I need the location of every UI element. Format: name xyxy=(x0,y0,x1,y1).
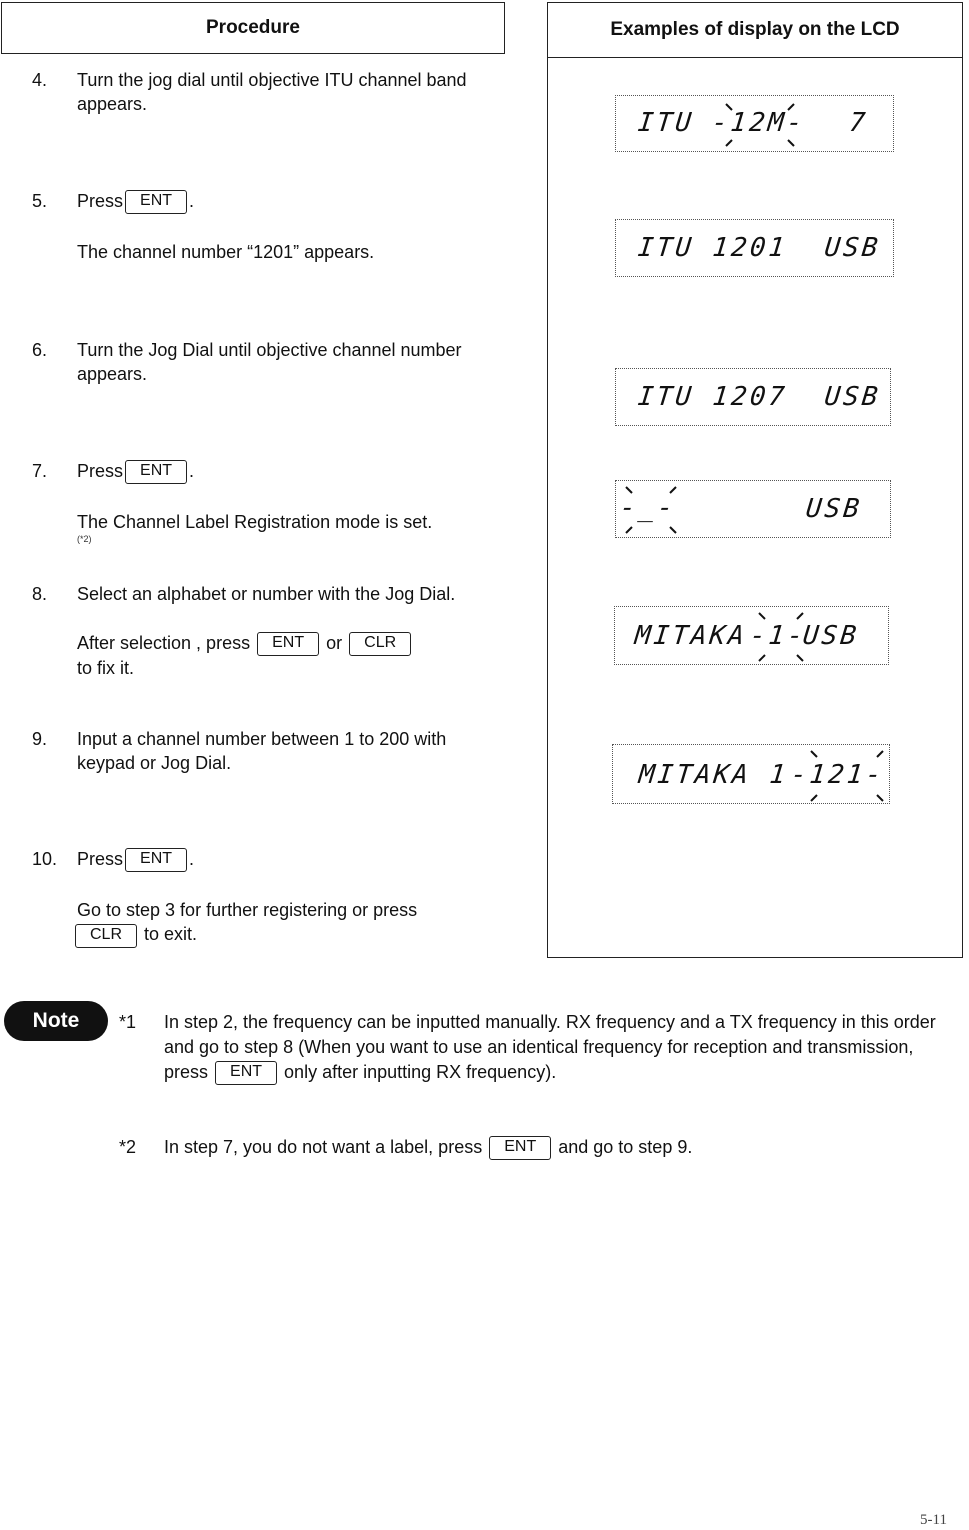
or-text: or xyxy=(326,633,343,653)
lcd-text: USB xyxy=(801,621,861,651)
period: . xyxy=(189,191,195,211)
lcd-display-5 xyxy=(614,606,889,665)
step-result-text: The channel number “1201” appears. xyxy=(77,242,375,263)
after-text: After selection , press xyxy=(77,633,251,653)
ent-key: ENT xyxy=(257,632,319,656)
step-body xyxy=(77,189,507,264)
lcd-text: USB xyxy=(804,494,864,524)
blink-marks-icon xyxy=(622,485,682,535)
footnote-mark: *1 xyxy=(119,1012,137,1032)
lcd-display-6 xyxy=(612,744,890,804)
step-text: Turn the Jog Dial until objective channel number appears. xyxy=(77,340,462,384)
step-text: Select an alphabet or number with the Jog Dial. xyxy=(77,584,456,604)
ent-key: ENT xyxy=(489,1136,551,1160)
lcd-text: 7 xyxy=(810,108,870,138)
footnote-body xyxy=(164,1135,944,1160)
footnote-ref: (*2) xyxy=(77,534,92,545)
lcd-text: ITU xyxy=(636,108,715,138)
period: . xyxy=(189,461,195,481)
lcd-display-1 xyxy=(615,95,894,152)
footnote-text: In step 2, the frequency can be inputted manually. RX frequency and a TX frequency in this order and go to step 8 (When you want to use an identical frequency for reception and transmission, press xyxy=(164,1012,936,1082)
lcd-text: MITAKA 1 xyxy=(637,760,809,790)
procedure-header xyxy=(1,2,505,54)
ent-key: ENT xyxy=(125,460,187,484)
ent-key: ENT xyxy=(125,848,187,872)
footnote-tail: only after inputting RX frequency). xyxy=(284,1062,557,1082)
ent-key: ENT xyxy=(215,1061,277,1085)
blink-marks-icon xyxy=(716,102,806,148)
step-body xyxy=(77,459,507,544)
note-label: Note xyxy=(32,1009,80,1032)
page-number: 5-11 xyxy=(920,1512,947,1528)
step-result-text: The Channel Label Registration mode is set. xyxy=(77,512,433,533)
step-number: 9. xyxy=(32,729,48,749)
lcd-blink-text: -12M- xyxy=(710,108,807,138)
step-number: 4. xyxy=(32,70,48,90)
lcd-header xyxy=(548,3,962,58)
clr-key: CLR xyxy=(349,632,411,656)
lcd-blink-text: -1- xyxy=(748,621,808,651)
lcd-display-2 xyxy=(615,219,894,277)
press-label: Press xyxy=(77,191,124,211)
step-number: 8. xyxy=(32,584,48,604)
footnote-body xyxy=(164,1010,944,1085)
press-label: Press xyxy=(77,849,124,869)
lcd-blink-text: -_- xyxy=(618,493,678,523)
step-body xyxy=(77,847,497,948)
footnote-mark: *2 xyxy=(119,1137,137,1157)
step-tail: to fix it. xyxy=(77,658,135,679)
period: . xyxy=(189,849,195,869)
lcd-blink-text: -121- xyxy=(789,760,886,790)
clr-key: CLR xyxy=(75,924,137,948)
step-text: Turn the jog dial until objective ITU channel band appears. xyxy=(77,70,467,114)
step-tail: to exit. xyxy=(144,924,198,945)
lcd-display-4 xyxy=(615,480,891,538)
press-label: Press xyxy=(77,461,124,481)
step-number: 7. xyxy=(32,461,48,481)
step-number: 6. xyxy=(32,340,48,360)
lcd-text: MITAKA xyxy=(633,621,749,651)
blink-marks-icon xyxy=(753,611,809,663)
footnote-tail: and go to step 9. xyxy=(558,1137,693,1157)
blink-marks-icon xyxy=(797,749,889,803)
step-body xyxy=(77,582,487,680)
step-result-text: Go to step 3 for further registering or press xyxy=(77,900,418,921)
step-tail-line xyxy=(73,922,497,947)
step-number: 5. xyxy=(32,191,48,211)
footnote-text: In step 7, you do not want a label, press xyxy=(164,1137,483,1157)
note-badge xyxy=(4,1001,108,1041)
lcd-header-text: Examples of display on the LCD xyxy=(610,19,900,40)
procedure-header-text: Procedure xyxy=(206,17,300,38)
lcd-text: ITU 1201 USB xyxy=(636,233,883,263)
ent-key: ENT xyxy=(125,190,187,214)
step-instruction xyxy=(77,631,487,656)
lcd-display-3 xyxy=(615,368,891,426)
step-number: 10. xyxy=(32,849,58,869)
lcd-text: ITU 1207 USB xyxy=(636,382,883,412)
step-text: Input a channel number between 1 to 200 with keypad or Jog Dial. xyxy=(77,729,447,773)
